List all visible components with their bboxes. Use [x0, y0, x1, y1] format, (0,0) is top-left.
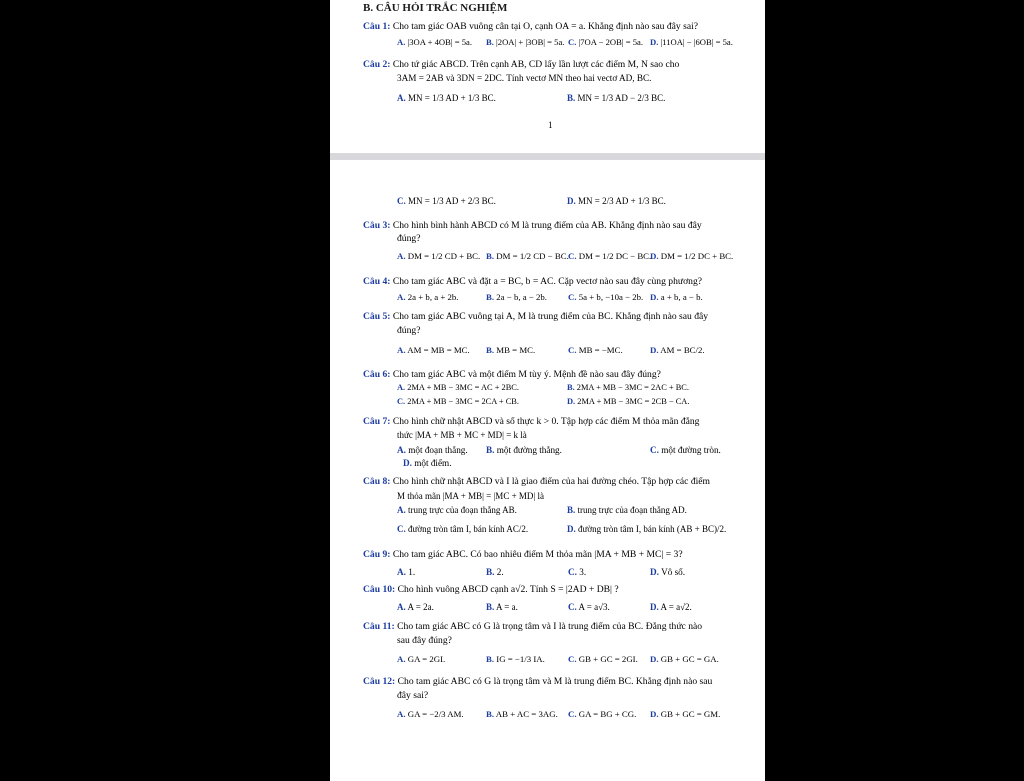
option-b: B. AB + AC = 3AG. — [486, 709, 558, 719]
option-a: A. trung trực của đoạn thẳng AB. — [397, 505, 517, 515]
question-label: Câu 12: — [363, 676, 396, 687]
option-c: C. 3. — [568, 567, 587, 577]
question-text-cont: 3AM = 2AB và 3DN = 2DC. Tính vectơ MN theo hai vectơ AD, BC. — [397, 73, 652, 83]
question-label: Câu 6: — [363, 369, 391, 380]
question-label: Câu 10: — [363, 584, 396, 595]
option-a: A. 2MA + MB − 3MC = AC + 2BC. — [397, 383, 519, 392]
option-d: D. GB + GC = GA. — [650, 654, 719, 664]
option-b: B. MB = MC. — [486, 345, 536, 355]
question-text: Cho tam giác ABC có G là trọng tâm và I là trung điểm của BC. Đẳng thức nào — [397, 621, 703, 632]
question-text: Cho tam giác ABC có G là trọng tâm và M là trung điểm BC. Khẳng định nào sau — [397, 676, 713, 687]
question-text: Cho tam giác ABC vuông tại A, M là trung điểm của BC. Khẳng định nào sau đây — [392, 311, 709, 322]
question-text: Cho tam giác ABC và một điểm M tùy ý. Mệnh đề nào sau đây đúng? — [392, 369, 661, 380]
question-label: Câu 7: — [363, 416, 391, 427]
option-c: C. GA = BG + CG. — [568, 709, 637, 719]
option-a: A. GA = 2GI. — [397, 654, 446, 664]
option-b: B. một đường thẳng. — [486, 445, 562, 455]
question-text-cont: sau đây đúng? — [397, 635, 452, 646]
option-c: C. GB + GC = 2GI. — [568, 654, 638, 664]
question-7 — [363, 416, 699, 427]
question-text-cont: đây sai? — [397, 690, 429, 701]
option-a: A. MN = 1/3 AD + 1/3 BC. — [397, 93, 496, 103]
question-text: Cho tam giác ABC. Có bao nhiêu điểm M thỏa mãn |MA + MB + MC| = 3? — [392, 549, 683, 560]
option-b: B. A = a. — [486, 602, 518, 612]
question-label: Câu 3: — [363, 220, 391, 231]
question-1 — [363, 21, 698, 32]
option-d: D. |11OA| − |6OB| = 5a. — [650, 37, 733, 47]
question-text: Cho hình vuông ABCD cạnh a√2. Tính S = |2AD + DB| ? — [397, 584, 619, 595]
question-3 — [363, 220, 702, 231]
question-2 — [363, 59, 679, 70]
option-b: B. IG = −1/3 IA. — [486, 654, 545, 664]
page-2 — [330, 160, 765, 781]
question-text: Cho tam giác ABC và đặt a = BC, b = AC. Cặp vectơ nào sau đây cùng phương? — [392, 276, 702, 287]
option-d: D. MN = 2/3 AD + 1/3 BC. — [567, 196, 666, 206]
question-label: Câu 5: — [363, 311, 391, 322]
question-label: Câu 1: — [363, 21, 391, 32]
option-d: D. A = a√2. — [650, 602, 692, 612]
option-c: C. một đường tròn. — [650, 445, 721, 455]
option-b: B. |2OA| + |3OB| = 5a. — [486, 37, 565, 47]
option-d: D. a + b, a − b. — [650, 292, 703, 302]
question-text-cont: thức |MA + MB + MC + MD| = k là — [397, 430, 527, 440]
option-c: C. MB = −MC. — [568, 345, 623, 355]
question-9 — [363, 549, 683, 560]
option-a: A. |3OA + 4OB| = 5a. — [397, 37, 472, 47]
option-a: A. 2a + b, a + 2b. — [397, 292, 459, 302]
question-12 — [363, 676, 712, 687]
option-a: A. A = 2a. — [397, 602, 434, 612]
option-c: C. 5a + b, −10a − 2b. — [568, 292, 644, 302]
option-d: D. GB + GC = GM. — [650, 709, 721, 719]
option-b: B. DM = 1/2 CD − BC. — [486, 251, 569, 261]
option-b: B. 2MA + MB − 3MC = 2AC + BC. — [567, 383, 689, 392]
page-number: 1 — [548, 120, 553, 130]
question-text-cont: đúng? — [397, 325, 421, 336]
option-c: C. |7OA − 2OB| = 5a. — [568, 37, 643, 47]
question-6 — [363, 369, 661, 380]
question-text: Cho hình bình hành ABCD có M là trung điểm của AB. Khẳng định nào sau đây — [392, 220, 702, 231]
question-label: Câu 11: — [363, 621, 395, 632]
question-text: Cho tam giác OAB vuông cân tại O, cạnh OA = a. Khẳng định nào sau đây sai? — [392, 21, 699, 32]
question-text-cont: đúng? — [397, 233, 421, 244]
question-label: Câu 4: — [363, 276, 391, 287]
option-b: B. 2. — [486, 567, 504, 577]
option-a: A. một đoạn thẳng. — [397, 445, 468, 455]
page-1 — [330, 0, 765, 153]
option-d: D. AM = BC/2. — [650, 345, 705, 355]
option-d: D. 2MA + MB − 3MC = 2CB − CA. — [567, 397, 690, 406]
question-text: Cho hình chữ nhật ABCD và số thực k > 0. Tập hợp các điểm M thỏa mãn đẳng — [392, 416, 700, 427]
option-a: A. GA = −2/3 AM. — [397, 709, 464, 719]
question-text: Cho hình chữ nhật ABCD và I là giao điểm của hai đường chéo. Tập hợp các điểm — [392, 476, 711, 487]
option-c: C. MN = 1/3 AD + 2/3 BC. — [397, 196, 496, 206]
option-d: D. một điểm. — [403, 458, 452, 468]
question-text-cont: M thỏa mãn |MA + MB| = |MC + MD| là — [397, 491, 544, 501]
option-c: C. 2MA + MB − 3MC = 2CA + CB. — [397, 397, 519, 406]
option-d: D. đường tròn tâm I, bán kính (AB + BC)/2. — [567, 524, 727, 534]
option-b: B. trung trực của đoạn thẳng AD. — [567, 505, 687, 515]
question-label: Câu 2: — [363, 59, 391, 70]
option-c: C. đường tròn tâm I, bán kính AC/2. — [397, 524, 529, 534]
option-a: A. AM = MB = MC. — [397, 345, 470, 355]
question-label: Câu 8: — [363, 476, 391, 487]
question-label: Câu 9: — [363, 549, 391, 560]
option-a: A. DM = 1/2 CD + BC. — [397, 251, 481, 261]
question-10 — [363, 584, 619, 595]
option-c: C. DM = 1/2 DC − BC. — [568, 251, 652, 261]
question-5 — [363, 311, 708, 322]
option-b: B. MN = 1/3 AD − 2/3 BC. — [567, 93, 666, 103]
option-b: B. 2a − b, a − 2b. — [486, 292, 548, 302]
option-d: D. Vô số. — [650, 567, 686, 577]
page-gap — [330, 153, 765, 160]
section-title: B. CÂU HỎI TRẮC NGHIỆM — [363, 2, 508, 14]
option-a: A. 1. — [397, 567, 416, 577]
question-8 — [363, 476, 710, 487]
option-c: C. A = a√3. — [568, 602, 610, 612]
option-d: D. DM = 1/2 DC + BC. — [650, 251, 734, 261]
question-text: Cho tứ giác ABCD. Trên cạnh AB, CD lấy lần lượt các điểm M, N sao cho — [392, 59, 680, 70]
question-11 — [363, 621, 702, 632]
question-4 — [363, 276, 702, 287]
